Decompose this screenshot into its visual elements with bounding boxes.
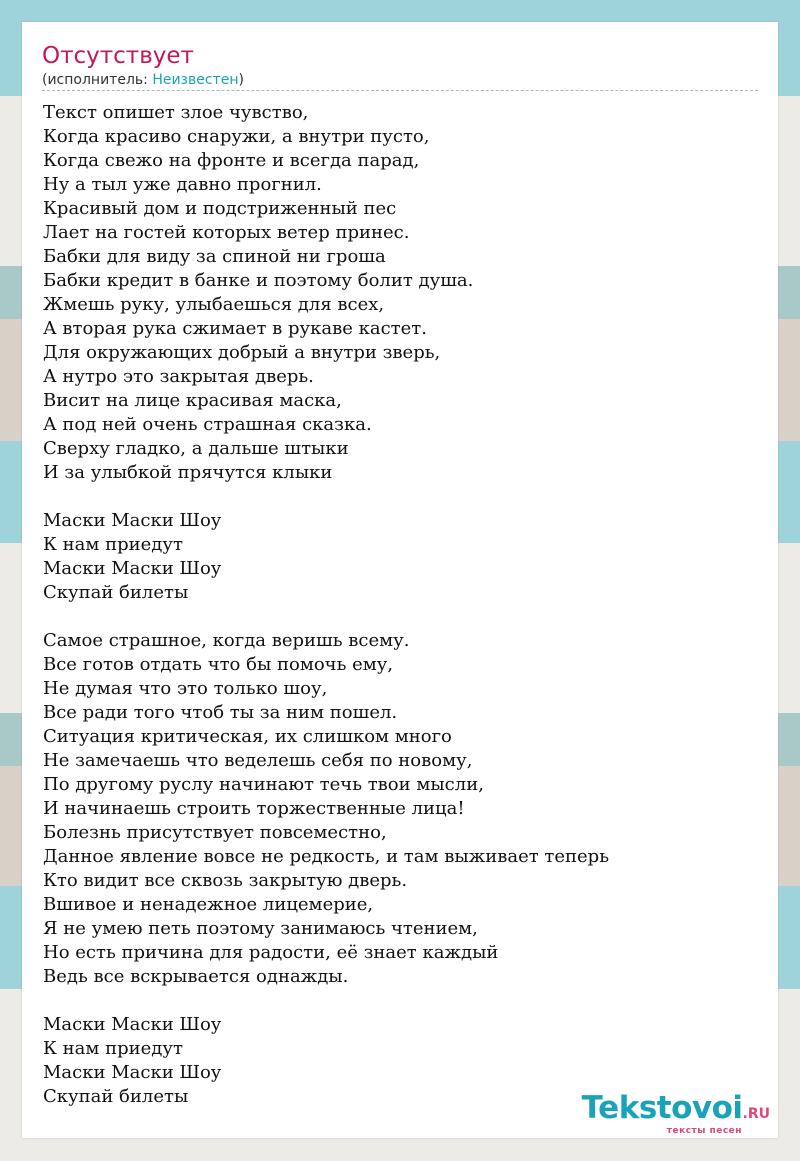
artist-suffix: ) xyxy=(238,72,244,88)
lyric-line: Бабки кредит в банке и поэтому болит душа. xyxy=(43,270,474,291)
lyric-line: Красивый дом и подстриженный пес xyxy=(43,198,397,219)
lyric-line: Скупай билеты xyxy=(43,582,189,603)
lyrics-stanza xyxy=(43,101,763,485)
lyric-line: А вторая рука сжимает в рукаве кастет. xyxy=(43,318,427,339)
lyric-line: Скупай билеты xyxy=(43,1086,189,1107)
lyric-line: Когда свежо на фронте и всегда парад, xyxy=(43,150,420,171)
site-logo[interactable] xyxy=(582,1090,770,1136)
lyric-line: Текст опишет злое чувство, xyxy=(43,102,309,123)
artist-prefix: (исполнитель: xyxy=(42,72,153,88)
lyric-line: Маски Маски Шоу xyxy=(43,558,222,579)
lyric-line: Ну а тыл уже давно прогнил. xyxy=(43,174,322,195)
lyric-line: Жмешь руку, улыбаешься для всех, xyxy=(43,294,385,315)
lyric-line: Бабки для виду за спиной ни гроша xyxy=(43,246,386,267)
lyric-line: Маски Маски Шоу xyxy=(43,1014,222,1035)
lyric-line: Вшивое и ненадежное лицемерие, xyxy=(43,894,374,915)
lyric-line: А под ней очень страшная сказка. xyxy=(43,414,372,435)
lyric-line: Сверху гладко, а дальше штыки xyxy=(43,438,349,459)
logo-tagline: тексты песен xyxy=(666,1126,742,1136)
lyric-line: Висит на лице красивая маска, xyxy=(43,390,342,411)
lyric-line: Не думая что это только шоу, xyxy=(43,678,328,699)
lyric-line: И за улыбкой прячутся клыки xyxy=(43,462,333,483)
lyric-line: Когда красиво снаружи, а внутри пусто, xyxy=(43,126,430,147)
logo-tld: .RU xyxy=(742,1106,770,1122)
lyric-line: И начинаешь строить торжественные лица! xyxy=(43,798,465,819)
lyric-line: Самое страшное, когда веришь всему. xyxy=(43,630,410,651)
lyric-line: Не замечаешь что веделешь себя по новому, xyxy=(43,750,473,771)
lyric-line: Кто видит все сквозь закрытую дверь. xyxy=(43,870,408,891)
lyric-line: Я не умею петь поэтому занимаюсь чтением, xyxy=(43,918,478,939)
lyric-line: Для окружающих добрый а внутри зверь, xyxy=(43,342,441,363)
lyric-line: К нам приедут xyxy=(43,534,183,555)
lyrics-card xyxy=(22,22,778,1138)
song-title: Отсутствует xyxy=(42,43,194,69)
lyric-line: К нам приедут xyxy=(43,1038,183,1059)
lyrics-body xyxy=(43,101,763,1133)
artist-line xyxy=(42,71,244,89)
artist-link[interactable]: Неизвестен xyxy=(152,72,239,88)
lyric-line: По другому руслу начинают течь твои мысли, xyxy=(43,774,484,795)
logo-name: Tekstovoi xyxy=(581,1090,743,1126)
lyric-line: Маски Маски Шоу xyxy=(43,1062,222,1083)
lyric-line: Ведь все вскрывается однажды. xyxy=(43,966,349,987)
lyric-line: Болезнь присутствует повсеместно, xyxy=(43,822,387,843)
lyrics-stanza xyxy=(43,509,763,605)
lyric-line: Но есть причина для радости, её знает каждый xyxy=(43,942,499,963)
lyric-line: Лает на гостей которых ветер принес. xyxy=(43,222,410,243)
title-divider xyxy=(42,90,758,91)
lyrics-stanza xyxy=(43,629,763,989)
lyric-line: Все ради того чтоб ты за ним пошел. xyxy=(43,702,398,723)
lyric-line: А нутро это закрытая дверь. xyxy=(43,366,314,387)
lyric-line: Данное явление вовсе не редкость, и там выживает теперь xyxy=(43,846,609,867)
lyric-line: Маски Маски Шоу xyxy=(43,510,222,531)
lyric-line: Все готов отдать что бы помочь ему, xyxy=(43,654,394,675)
lyric-line: Ситуация критическая, их слишком много xyxy=(43,726,452,747)
